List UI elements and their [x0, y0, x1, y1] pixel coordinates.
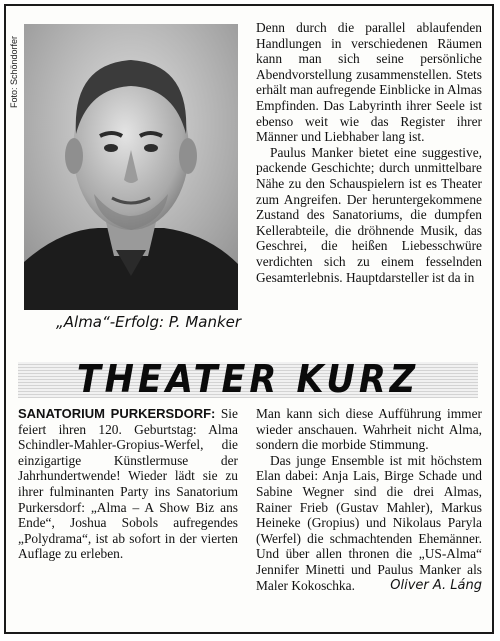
- article-column-top: [256, 20, 482, 285]
- article-paragraph: [256, 453, 482, 593]
- article-paragraph: Man kann sich diese Aufführung immer wieder anschauen. Wahrheit nicht Alma, sondern die morbide Stimmung.: [256, 406, 482, 453]
- author-byline: Oliver A. Láng: [390, 577, 482, 593]
- article-text: Sie feiert ihren 120. Geburtstag: Alma Schindler-Mahler-Gropius-Werfel, die einzigartige Künstlermuse der Jahrhundertwende! Wieder lädt sie zu ihrer fulminanten Party ins Sanatorium Purkersdorf: „Alma – A Show Biz ans Ende“, Joshua Sobols aufregendes „Polydrama“, ist ab sofort in der vierten Auflage zu erleben.: [18, 406, 238, 562]
- portrait-photo-icon: [24, 24, 238, 310]
- article-column-left: [18, 406, 238, 562]
- photo-caption: „Alma“-Erfolg: P. Manker: [56, 313, 242, 331]
- article-text: Das junge Ensemble ist mit höchstem Elan dabei: Anja Lais, Birge Schade und Sabine Wegner sind die drei Almas, Rainer Frieb (Gustav Mahler), Markus Heineke (Gropius) und Nikolaus Paryla (Werfel) die schmachtenden Ehemänner. Und über allen thronen die „US-Alma“ Jennifer Minetti und Paulus Manker als Maler Kokoschka.: [256, 452, 482, 593]
- photo-credit: Foto: Schöndorfer: [9, 35, 19, 109]
- article-paragraph: [18, 406, 238, 562]
- section-title: THEATER KURZ: [76, 358, 420, 402]
- article-lead: SANATORIUM PURKERSDORF:: [18, 406, 216, 421]
- section-banner: [18, 358, 478, 402]
- article-paragraph: Paulus Manker bietet eine suggestive, packende Geschichte; durch unmittelbare Nähe zu den Schauspielern ist es Theater zum Angreifen. Der heruntergekommene Zustand des Sanatoriums, die dumpfen Kellerabteile, die dröhnende Musik, das Geschrei, die heißen Liebesschwüre verdichten sich zu einem fesselnden Gesamterlebnis. Hauptdarsteller ist da in: [256, 144, 482, 285]
- article-column-right: [256, 406, 482, 593]
- article-paragraph: Denn durch die parallel ablaufenden Handlungen in verschiedenen Räumen kann man sich seine persönliche Abendvorstellung zusammenstellen. Stets erhält man aufregende Einblicke in Almas Empfinden. Das Labyrinth ihrer Seele ist ebenso weit wie das Register ihrer Männer und Liebhaber lang ist.: [256, 20, 482, 145]
